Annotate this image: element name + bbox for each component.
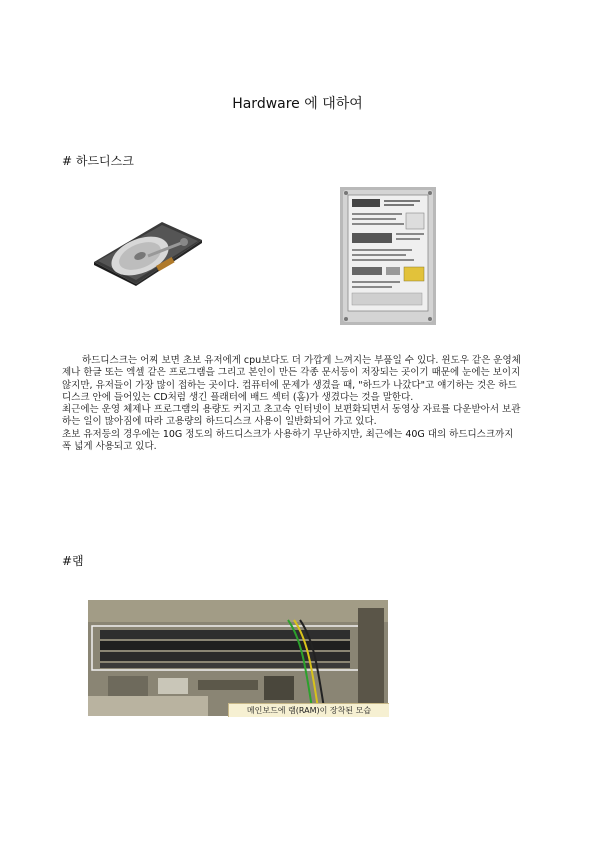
hdd-paragraph-3: 초보 유저등의 경우에는 10G 정도의 하드디스크가 사용하기 무난하지만, 최근에는 40G 대의 하드디스크까지 폭 넓게 사용되고 있다. <box>62 428 514 453</box>
document-title: Hardware 에 대하여 <box>232 96 363 112</box>
hdd-paragraph-2: 최근에는 운영 체제나 프로그램의 용량도 커지고 초고속 인터넷이 보편화되면서 동영상 자료를 다운받아서 보관하는 일이 많아짐에 따라 고용량의 하드디스크 사용이 일반화되어 가고 있다. <box>62 404 521 428</box>
ram-photo <box>88 600 388 716</box>
hdd-description <box>62 355 522 453</box>
hdd-paragraph-1: 하드디스크는 어찌 보면 초보 유저에게 cpu보다도 더 가깝게 느껴지는 부품일 수 있다. 윈도우 같은 운영체제나 한글 또는 엑셀 같은 프로그램을 그리고 본인이 만든 각종 문서등이 저장되는 곳이기 때문에 눈에는 보이지 않지만, 유저들이 가장 많이 접하는 곳이다. 컴퓨터에 문제가 생겼을 때, "하드가 나갔다"고 얘기하는 것은 하드디스크 안에 들어있는 CD처럼 생긴 플래터에 배드 섹터 (홈)가 생겼다는 것을 말한다. <box>62 355 521 403</box>
ram-photo-caption: 메인보드에 램(RAM)이 장착된 모습 <box>228 703 389 717</box>
hdd-label-photo <box>340 187 436 325</box>
hdd-open-photo <box>92 212 204 286</box>
section-heading-hdd: # 하드디스크 <box>62 154 134 168</box>
section-heading-ram: #램 <box>62 554 84 568</box>
